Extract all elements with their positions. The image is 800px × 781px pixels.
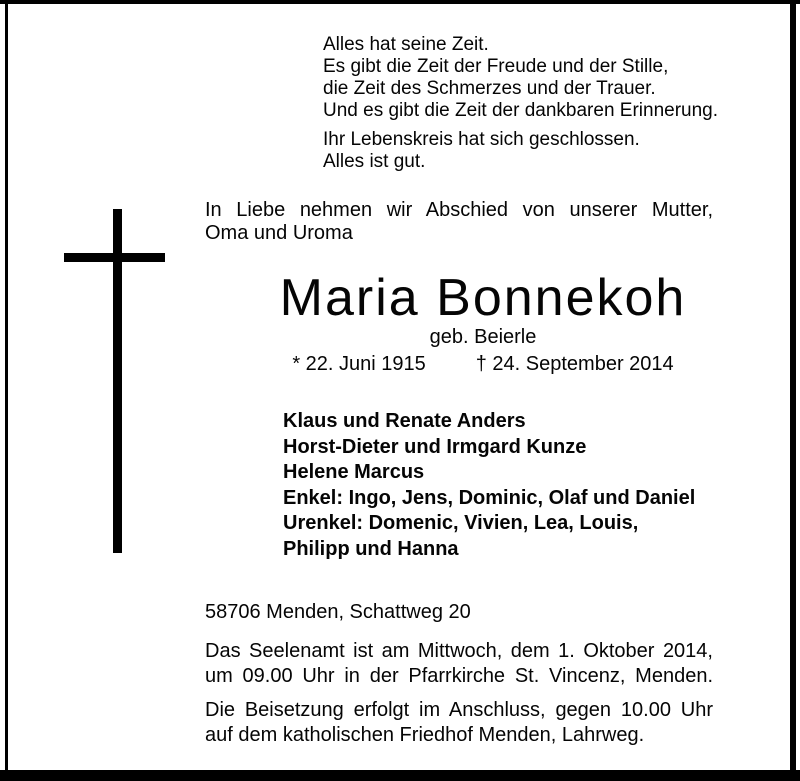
mourner-line: Philipp und Hanna: [283, 537, 459, 560]
border-right: [790, 3, 796, 771]
death-date: † 24. September 2014: [475, 353, 674, 375]
border-left: [5, 3, 8, 771]
poem-line: Ihr Lebenskreis hat sich geschlossen.: [323, 129, 640, 150]
intro-line-1: In Liebe nehmen wir Abschied von unserer Mutter,: [205, 199, 713, 221]
poem-stanza-1: [323, 34, 743, 122]
service-paragraph: [205, 639, 713, 689]
intro-line-2: Oma und Uroma: [205, 222, 353, 244]
maiden-name: geb. Beierle: [429, 326, 537, 348]
burial-line-1: Die Beisetzung erfolgt im Anschluss, gegen 10.00 Uhr: [205, 699, 713, 721]
mourner-line: Urenkel: Domenic, Vivien, Lea, Louis,: [283, 512, 639, 534]
mourners-list: [283, 409, 743, 562]
life-dates: [253, 353, 713, 376]
border-top: [0, 0, 800, 4]
poem-line: Alles hat seine Zeit.: [323, 34, 489, 55]
service-line-2: um 09.00 Uhr in der Pfarrkirche St. Vincenz, Menden.: [205, 665, 713, 687]
poem-line: Es gibt die Zeit der Freude und der Stille,: [323, 56, 669, 77]
burial-line-2: auf dem katholischen Friedhof Menden, Lahrweg.: [205, 724, 645, 746]
poem-stanza-2: [323, 129, 743, 173]
border-bottom: [0, 770, 800, 781]
deceased-name: Maria Bonnekoh: [279, 269, 687, 327]
mourner-line: Horst-Dieter und Irmgard Kunze: [283, 435, 587, 458]
poem-line: die Zeit des Schmerzes und der Trauer.: [323, 78, 656, 99]
mourner-line: Enkel: Ingo, Jens, Dominic, Olaf und Daniel: [283, 486, 696, 509]
cross-horizontal-bar: [64, 253, 165, 262]
burial-paragraph: [205, 698, 713, 748]
poem-line: Alles ist gut.: [323, 151, 426, 172]
mourner-line: Helene Marcus: [283, 461, 425, 483]
intro-paragraph: [205, 199, 713, 245]
poem: [323, 34, 743, 173]
birth-date: * 22. Juni 1915: [292, 353, 426, 375]
address-line: 58706 Menden, Schattweg 20: [205, 601, 471, 623]
deceased-block: [253, 269, 713, 376]
mourner-line: Klaus und Renate Anders: [283, 410, 526, 432]
poem-line: Und es gibt die Zeit der dankbaren Erinnerung.: [323, 100, 719, 121]
service-line-1: Das Seelenamt ist am Mittwoch, dem 1. Oktober 2014,: [205, 640, 713, 662]
